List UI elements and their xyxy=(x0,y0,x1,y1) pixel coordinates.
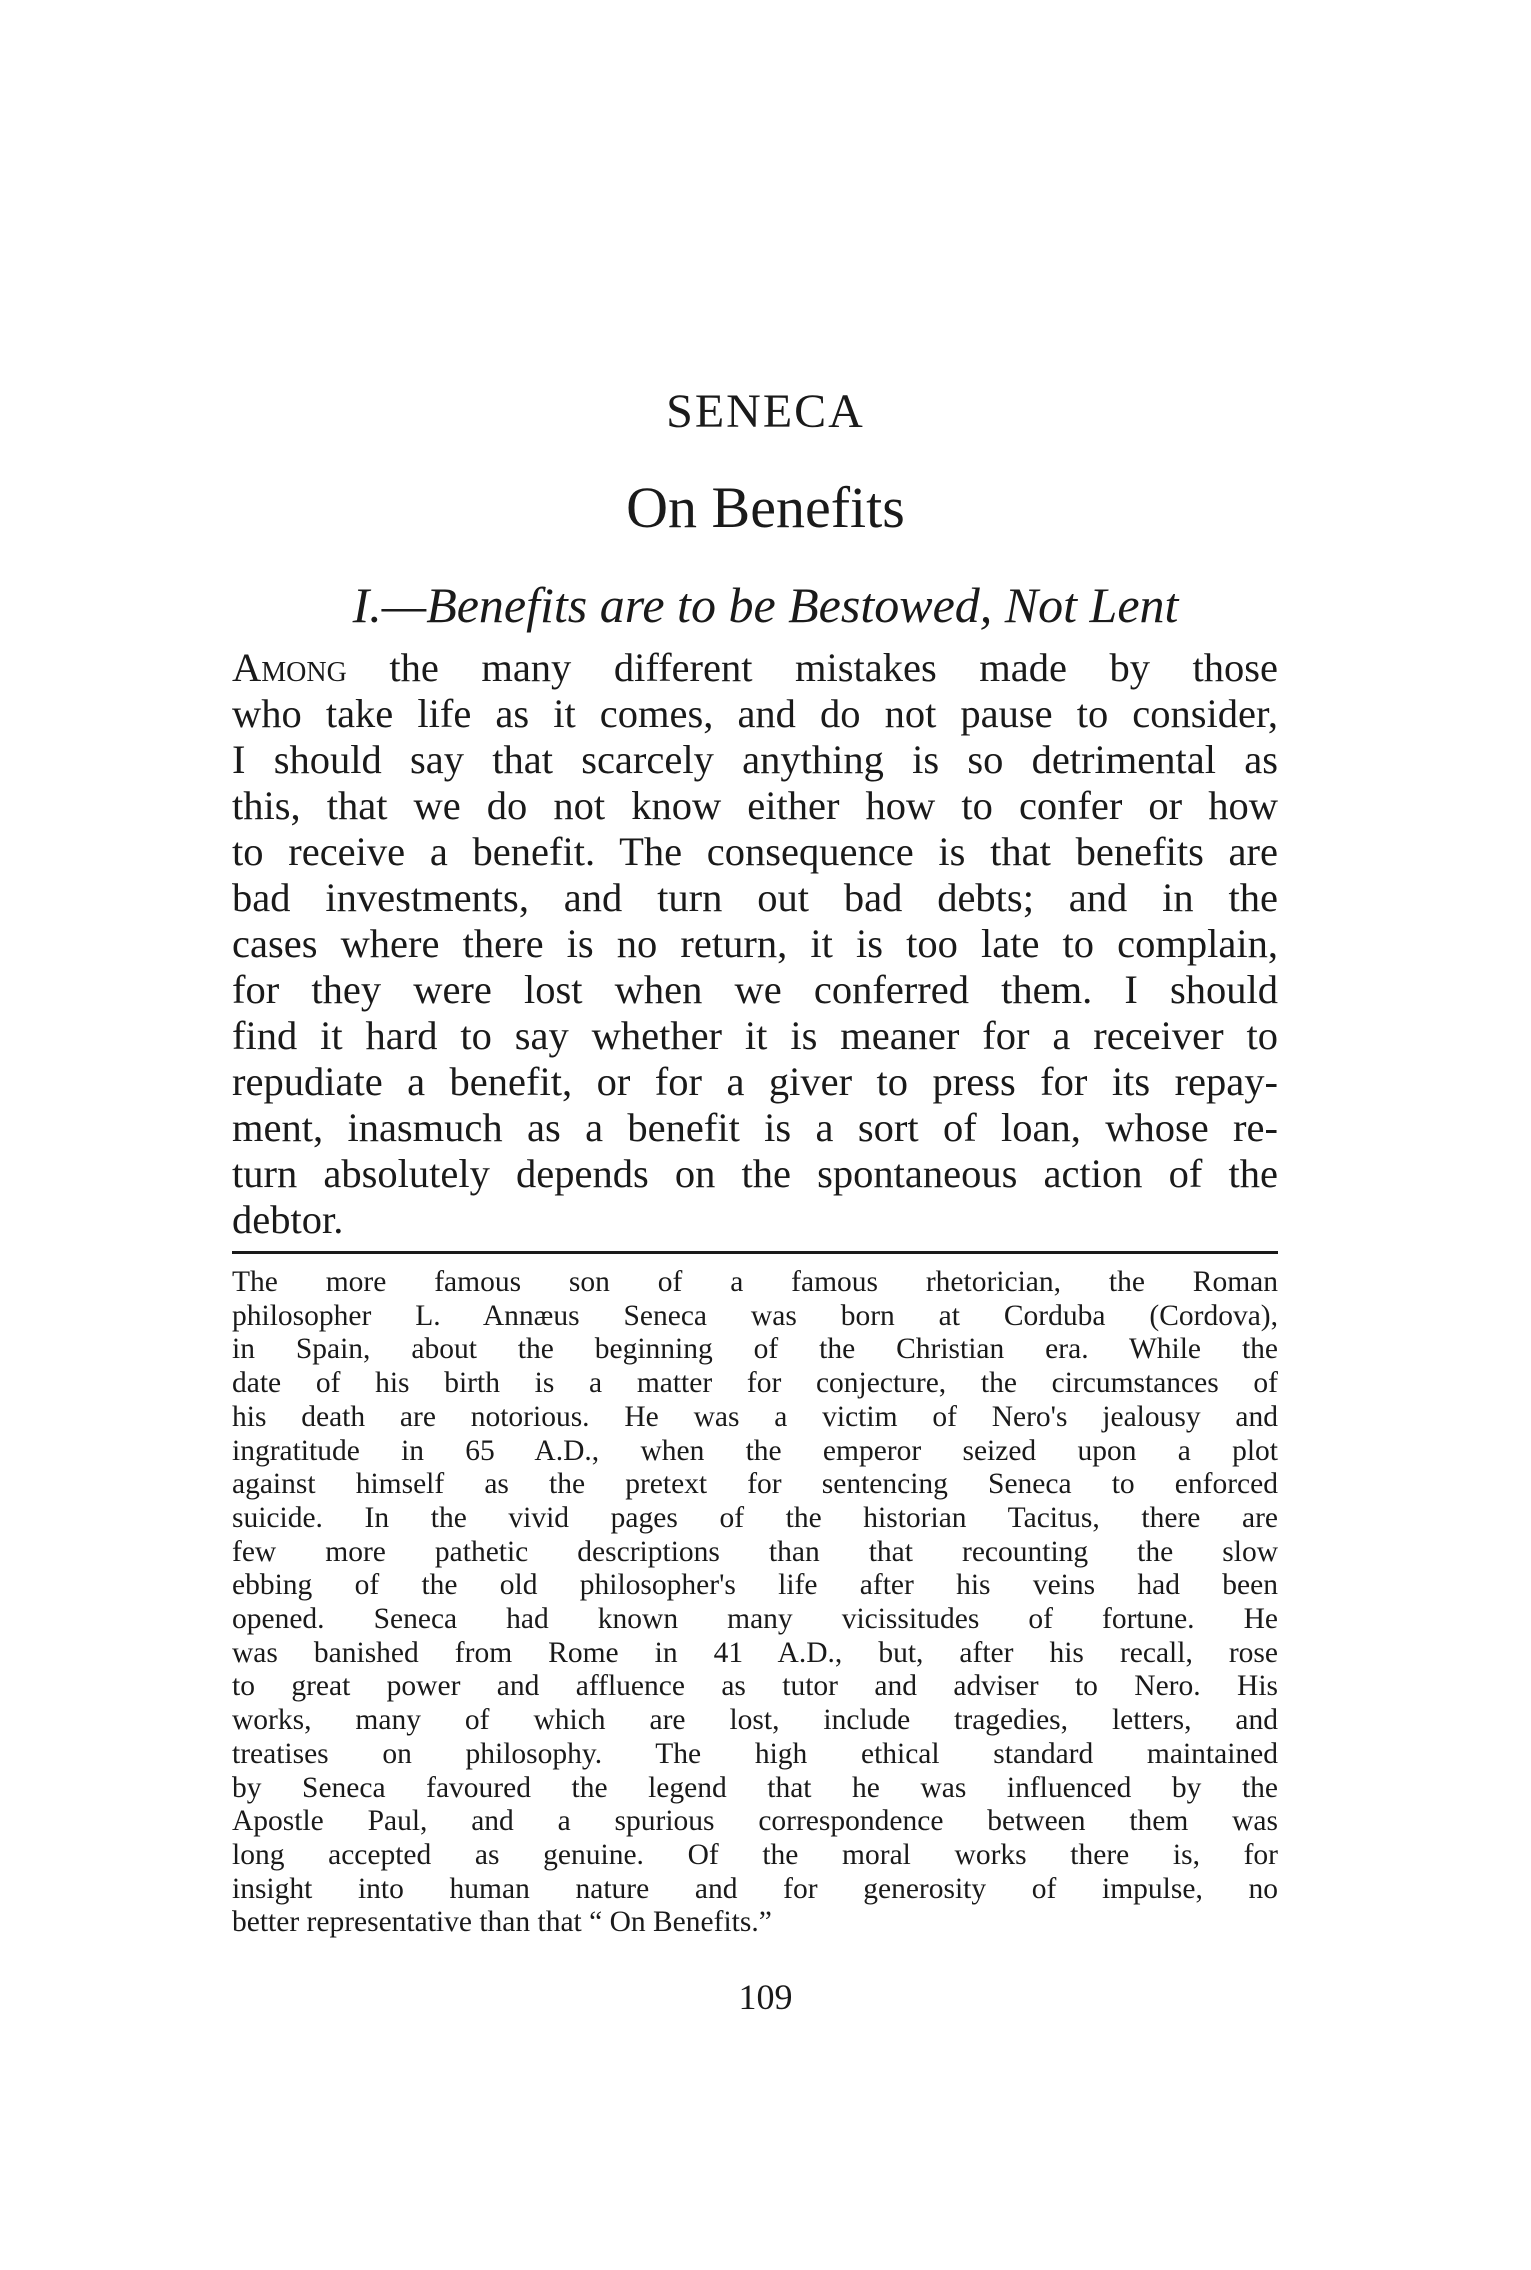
author-heading: SENECA xyxy=(666,385,865,438)
note-line: against himself as the pretext for sentencing Seneca to enforced xyxy=(232,1468,1278,1501)
body-paragraph xyxy=(232,645,1278,1243)
note-line: ingratitude in 65 A.D., when the emperor seized upon a plot xyxy=(232,1434,1278,1467)
body-line: for they were lost when we conferred them. I should xyxy=(232,967,1278,1012)
note-line: his death are notorious. He was a victim of Nero's jealousy and xyxy=(232,1400,1278,1433)
footnote-divider xyxy=(232,1251,1278,1254)
note-line: in Spain, about the beginning of the Christian era. While the xyxy=(232,1333,1278,1366)
note-line: long accepted as genuine. Of the moral works there is, for xyxy=(232,1838,1278,1871)
body-line: to receive a benefit. The consequence is that benefits are xyxy=(232,829,1278,874)
note-line: to great power and affluence as tutor and adviser to Nero. His xyxy=(232,1670,1278,1703)
body-line: debtor. xyxy=(232,1197,344,1242)
note-line: opened. Seneca had known many vicissitudes of fortune. He xyxy=(232,1603,1278,1636)
body-line: who take life as it comes, and do not pause to consider, xyxy=(232,691,1278,736)
note-line: The more famous son of a famous rhetorician, the Roman xyxy=(232,1266,1278,1298)
note-line: works, many of which are lost, include tragedies, letters, and xyxy=(232,1704,1278,1737)
page-number: 109 xyxy=(738,1977,793,2017)
note-line: by Seneca favoured the legend that he was influenced by the xyxy=(232,1771,1278,1804)
body-line: cases where there is no return, it is too late to complain, xyxy=(232,921,1278,966)
note-line: treatises on philosophy. The high ethical standard maintained xyxy=(232,1737,1278,1770)
note-line: was banished from Rome in 41 A.D., but, after his recall, rose xyxy=(232,1636,1278,1669)
body-line: repudiate a benefit, or for a giver to press for its repay- xyxy=(232,1059,1278,1104)
note-line: Apostle Paul, and a spurious correspondence between them was xyxy=(232,1805,1278,1838)
body-line: find it hard to say whether it is meaner for a receiver to xyxy=(232,1013,1278,1058)
body-line: bad investments, and turn out bad debts; and in the xyxy=(232,875,1278,920)
note-line: date of his birth is a matter for conjecture, the circumstances of xyxy=(232,1367,1278,1400)
biographical-note xyxy=(232,1266,1278,1940)
note-line: philosopher L. Annæus Seneca was born at Corduba (Cordova), xyxy=(232,1299,1278,1332)
section-heading: I.—Benefits are to be Bestowed, Not Lent xyxy=(352,577,1179,633)
body-line xyxy=(232,645,1278,691)
body-line: I should say that scarcely anything is so detrimental as xyxy=(232,737,1278,782)
body-line-text: the many different mistakes made by those xyxy=(346,645,1278,690)
note-line: insight into human nature and for generosity of impulse, no xyxy=(232,1872,1278,1905)
note-line: suicide. In the vivid pages of the historian Tacitus, there are xyxy=(232,1501,1278,1534)
note-line: better representative than that “ On Benefits.” xyxy=(232,1906,772,1939)
body-line: turn absolutely depends on the spontaneous action of the xyxy=(232,1151,1278,1196)
work-title: On Benefits xyxy=(626,475,905,540)
body-line: ment, inasmuch as a benefit is a sort of loan, whose re- xyxy=(232,1105,1278,1150)
body-line: this, that we do not know either how to confer or how xyxy=(232,783,1278,828)
note-line: ebbing of the old philosopher's life after his veins had been xyxy=(232,1569,1278,1602)
opening-word: Among xyxy=(232,645,347,690)
note-line: few more pathetic descriptions than that recounting the slow xyxy=(232,1535,1278,1568)
